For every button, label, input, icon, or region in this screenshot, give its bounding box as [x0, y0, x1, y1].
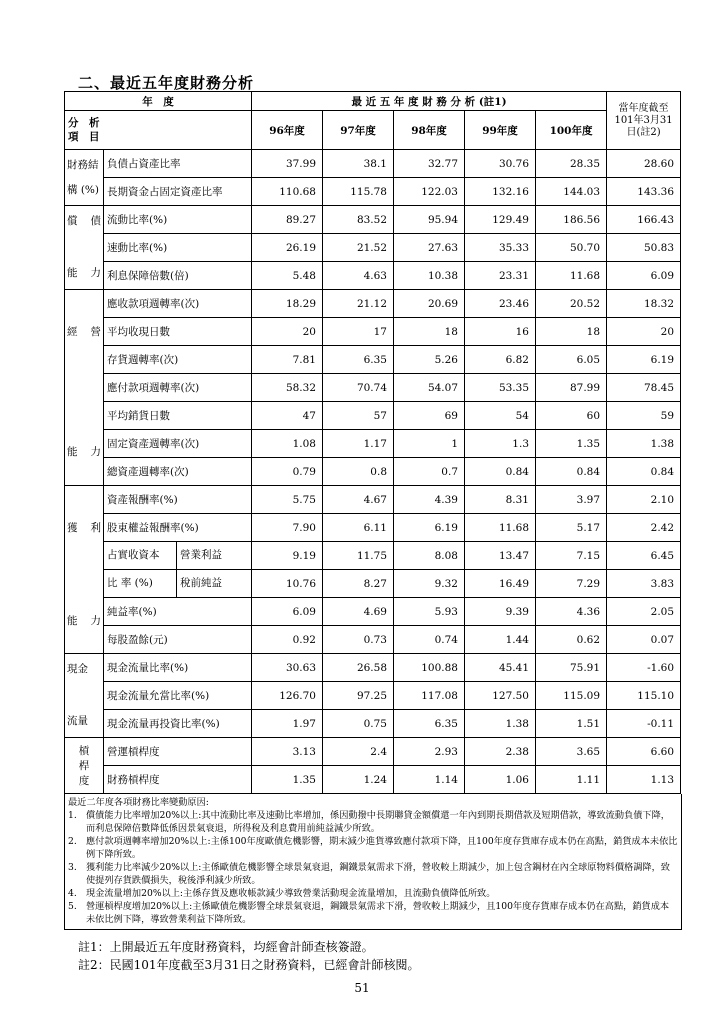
value-cell: 83.52 [323, 206, 394, 234]
category-bottom: 流量 [67, 715, 88, 727]
value-cell: 28.60 [607, 150, 681, 178]
change-reasons-box [64, 794, 682, 930]
value-cell: 126.70 [252, 682, 323, 710]
value-cell: 1.06 [465, 766, 536, 794]
value-cell: 0.07 [607, 626, 681, 654]
value-cell: 1.08 [252, 430, 323, 458]
group-label-cell [104, 542, 252, 570]
year-col-99: 99年度 [465, 111, 536, 150]
value-cell: 4.67 [323, 486, 394, 514]
value-cell: 115.09 [536, 682, 607, 710]
value-cell: 186.56 [536, 206, 607, 234]
value-cell: 47 [252, 402, 323, 430]
value-cell: 11.68 [536, 262, 607, 290]
value-cell: -0.11 [607, 710, 681, 738]
category-line-bottom [67, 265, 101, 280]
value-cell: -1.60 [607, 654, 681, 682]
value-cell: 18.29 [252, 290, 323, 318]
value-cell: 20 [607, 318, 681, 346]
value-cell: 6.19 [394, 514, 465, 542]
value-cell: 0.75 [323, 710, 394, 738]
footnote-2: 註2：民國101年度截至3月31日之財務資料，已經會計師核閱。 [78, 958, 420, 972]
metric-label: 現金流量允當比率(%) [104, 682, 252, 710]
value-cell: 38.1 [323, 150, 394, 178]
category-cell [65, 654, 104, 738]
category-char: 力 [90, 446, 101, 458]
value-cell: 0.73 [323, 626, 394, 654]
category-char: 能 [67, 446, 78, 458]
reason-item [68, 887, 678, 900]
year-label: 年 度 [65, 92, 252, 111]
category-char: 獲 [67, 522, 78, 534]
table-row [65, 262, 681, 290]
value-cell: 9.19 [252, 542, 323, 570]
value-cell: 30.63 [252, 654, 323, 682]
value-cell: 2.42 [607, 514, 681, 542]
reason-item [68, 809, 678, 835]
value-cell: 7.15 [536, 542, 607, 570]
analysis-label: 最 近 五 年 度 財 務 分 析 (註1) [252, 92, 607, 111]
value-cell: 5.26 [394, 346, 465, 374]
category-top: 財務結 [67, 159, 99, 171]
category-char: 能 [67, 267, 78, 279]
value-cell: 144.03 [536, 178, 607, 206]
metric-label: 總資產週轉率(次) [104, 458, 252, 486]
table-row [65, 150, 681, 178]
reason-number: 5. [68, 901, 77, 912]
value-cell: 18 [536, 318, 607, 346]
value-cell: 30.76 [465, 150, 536, 178]
value-cell: 23.46 [465, 290, 536, 318]
table-row [65, 402, 681, 430]
group-label: 占實收資本 [104, 542, 177, 569]
value-cell: 0.74 [394, 626, 465, 654]
category-cell [65, 738, 104, 794]
value-cell: 6.09 [607, 262, 681, 290]
value-cell: 6.45 [607, 542, 681, 570]
value-cell: 7.29 [536, 570, 607, 598]
page-title: 二、最近五年度財務分析 [78, 74, 255, 92]
financial-analysis-table [64, 91, 681, 794]
metric-label: 資產報酬率(%) [104, 486, 252, 514]
group-label-wrap [104, 570, 251, 597]
value-cell: 5.17 [536, 514, 607, 542]
table-row [65, 374, 681, 402]
value-cell: 122.03 [394, 178, 465, 206]
value-cell: 2.93 [394, 738, 465, 766]
category-wrap [67, 290, 101, 459]
item-label-top: 分 析 [68, 117, 100, 129]
header-row-2 [65, 111, 681, 150]
metric-label: 平均收現日數 [104, 318, 252, 346]
category-char: 營 [90, 326, 101, 338]
table-row [65, 430, 681, 458]
value-cell: 37.99 [252, 150, 323, 178]
value-cell: 0.84 [465, 458, 536, 486]
table-row [65, 710, 681, 738]
value-cell: 1.97 [252, 710, 323, 738]
category-line-bottom [67, 444, 101, 459]
category-char: 能 [67, 615, 78, 627]
value-cell: 3.83 [607, 570, 681, 598]
value-cell: 50.70 [536, 234, 607, 262]
item-label-bottom: 項 目 [68, 131, 100, 143]
value-cell: 16.49 [465, 570, 536, 598]
value-cell: 54.07 [394, 374, 465, 402]
reasons-list [68, 809, 678, 926]
value-cell: 6.82 [465, 346, 536, 374]
value-cell: 2.38 [465, 738, 536, 766]
page-number: 51 [354, 981, 370, 995]
reason-text: 營運槓桿度增加20%以上:主係歐債危機影響全球景氣衰退，鋼鐵景氣需求下滑，營收較上期減少，且100年度存貨庫存成本仍在高點，銷貨成本未依比例下降，導致營業利益下降所致。 [86, 901, 670, 925]
category-char: 債 [90, 215, 101, 227]
value-cell: 75.91 [536, 654, 607, 682]
metric-label: 股東權益報酬率(%) [104, 514, 252, 542]
value-cell: 78.45 [607, 374, 681, 402]
category-line-top [67, 520, 101, 535]
value-cell: 6.09 [252, 598, 323, 626]
value-cell: 1.38 [465, 710, 536, 738]
value-cell: 1 [394, 430, 465, 458]
value-cell: 11.68 [465, 514, 536, 542]
table-row [65, 542, 681, 570]
table-row [65, 318, 681, 346]
category-line-bottom [67, 613, 101, 628]
value-cell: 60 [536, 402, 607, 430]
item-label-cell [65, 111, 252, 150]
metric-label: 現金流量比率(%) [104, 654, 252, 682]
table-row [65, 514, 681, 542]
value-cell: 1.3 [465, 430, 536, 458]
year-col-96: 96年度 [252, 111, 323, 150]
value-cell: 1.44 [465, 626, 536, 654]
metric-label: 營業利益 [180, 549, 222, 561]
metric-label: 財務槓桿度 [104, 766, 252, 794]
value-cell: 5.48 [252, 262, 323, 290]
value-cell: 89.27 [252, 206, 323, 234]
value-cell: 9.39 [465, 598, 536, 626]
value-cell: 26.58 [323, 654, 394, 682]
reason-text: 現金流量增加20%以上:主係存貨及應收帳款減少導致營業活動現金流量增加，且流動負債降低所致。 [86, 888, 496, 899]
reason-number: 3. [68, 862, 77, 873]
group-label-cell [104, 570, 252, 598]
value-cell: 1.17 [323, 430, 394, 458]
table-row [65, 206, 681, 234]
value-cell: 0.84 [607, 458, 681, 486]
metric-label: 流動比率(%) [104, 206, 252, 234]
value-cell: 1.38 [607, 430, 681, 458]
value-cell: 1.35 [536, 430, 607, 458]
category-wrap [67, 654, 101, 728]
value-cell: 0.79 [252, 458, 323, 486]
metric-label: 存貨週轉率(次) [104, 346, 252, 374]
value-cell: 18 [394, 318, 465, 346]
category-char: 桿 [78, 760, 90, 772]
table-row [65, 570, 681, 598]
table-row [65, 738, 681, 766]
reason-item [68, 861, 678, 887]
value-cell: 115.78 [323, 178, 394, 206]
value-cell: 3.65 [536, 738, 607, 766]
table-row [65, 626, 681, 654]
year-col-98: 98年度 [394, 111, 465, 150]
metric-label: 應收款項週轉率(次) [104, 290, 252, 318]
value-cell: 20.69 [394, 290, 465, 318]
metric-label: 現金流量再投資比率(%) [104, 710, 252, 738]
reasons-title: 最近二年度各項財務比率變動原因: [68, 797, 209, 808]
value-cell: 20 [252, 318, 323, 346]
value-cell: 53.35 [465, 374, 536, 402]
reason-text: 償債能力比率增加20%以上:其中流動比率及速動比率增加，係因動撥中長期聯貸金額償還一年內到期長期借款及短期借款，導致流動負債下降，而利息保障倍數降低係因景氣衰退，所得稅及利息費用前純益減少所致。 [86, 810, 670, 834]
metric-label: 稅前純益 [180, 577, 222, 589]
value-cell: 11.75 [323, 542, 394, 570]
value-cell: 2.4 [323, 738, 394, 766]
value-cell: 4.69 [323, 598, 394, 626]
reason-text: 應付款項週轉率增加20%以上:主係100年度歐債危機影響，期末減少進貨導致應付款項下降，且100年度存貨庫存成本仍在高點，銷貨成本未依比例下降所致。 [86, 836, 678, 860]
table-body [65, 150, 681, 794]
metric-label: 純益率(%) [104, 598, 252, 626]
category-cell [65, 486, 104, 654]
year-col-97: 97年度 [323, 111, 394, 150]
table-row [65, 178, 681, 206]
reason-item [68, 835, 678, 861]
reason-text: 獲利能力比率減少20%以上:主係歐債危機影響全球景氣衰退，鋼鐵景氣需求下滑，營收較上期減少，加上包含鋼材在內全球原物料價格調降，致使提列存貨跌價損失，稅後淨利減少所致。 [86, 862, 670, 886]
category-char: 償 [67, 215, 78, 227]
table-row [65, 682, 681, 710]
category-wrap [67, 206, 101, 280]
value-cell: 6.05 [536, 346, 607, 374]
value-cell: 1.14 [394, 766, 465, 794]
value-cell: 54 [465, 402, 536, 430]
header-row-1 [65, 92, 681, 111]
value-cell: 1.24 [323, 766, 394, 794]
value-cell: 5.93 [394, 598, 465, 626]
value-cell: 1.13 [607, 766, 681, 794]
metric-label: 固定資產週轉率(次) [104, 430, 252, 458]
value-cell: 6.11 [323, 514, 394, 542]
value-cell: 0.92 [252, 626, 323, 654]
value-cell: 6.19 [607, 346, 681, 374]
value-cell: 117.08 [394, 682, 465, 710]
category-char: 經 [67, 326, 78, 338]
value-cell: 129.49 [465, 206, 536, 234]
table-row [65, 486, 681, 514]
value-cell: 59 [607, 402, 681, 430]
metric-label: 利息保障倍數(倍) [104, 262, 252, 290]
value-cell: 1.35 [252, 766, 323, 794]
value-cell: 0.8 [323, 458, 394, 486]
value-cell: 10.38 [394, 262, 465, 290]
metric-label: 負債占資產比率 [104, 150, 252, 178]
value-cell: 17 [323, 318, 394, 346]
value-cell: 4.63 [323, 262, 394, 290]
table-row [65, 654, 681, 682]
category-cell [65, 150, 104, 206]
value-cell: 3.97 [536, 486, 607, 514]
category-line-top [67, 324, 101, 339]
value-cell: 16 [465, 318, 536, 346]
value-cell: 28.35 [536, 150, 607, 178]
category-line-top [67, 213, 101, 228]
group-label: 比 率 (%) [104, 570, 177, 597]
category-bottom: 構 (%) [67, 184, 100, 196]
value-cell: 4.36 [536, 598, 607, 626]
value-cell: 18.32 [607, 290, 681, 318]
value-cell: 8.27 [323, 570, 394, 598]
category-char: 度 [78, 775, 90, 787]
value-cell: 5.75 [252, 486, 323, 514]
metric-label: 平均銷貨日數 [104, 402, 252, 430]
table-row [65, 598, 681, 626]
value-cell: 20.52 [536, 290, 607, 318]
metric-label: 營運槓桿度 [104, 738, 252, 766]
value-cell: 2.10 [607, 486, 681, 514]
value-cell: 8.31 [465, 486, 536, 514]
value-cell: 100.88 [394, 654, 465, 682]
value-cell: 143.36 [607, 178, 681, 206]
value-cell: 3.13 [252, 738, 323, 766]
value-cell: 69 [394, 402, 465, 430]
value-cell: 110.68 [252, 178, 323, 206]
table-row [65, 290, 681, 318]
value-cell: 6.35 [323, 346, 394, 374]
value-cell: 166.43 [607, 206, 681, 234]
category-cell [65, 206, 104, 290]
value-cell: 26.19 [252, 234, 323, 262]
value-cell: 45.41 [465, 654, 536, 682]
metric-label: 應付款項週轉率(次) [104, 374, 252, 402]
reason-number: 4. [68, 888, 77, 899]
footnote-1: 註1：上開最近五年度財務資料，均經會計師查核簽證。 [78, 940, 374, 954]
category-char: 利 [90, 522, 101, 534]
value-cell: 7.81 [252, 346, 323, 374]
category-cell [65, 290, 104, 486]
table-row [65, 234, 681, 262]
value-cell: 21.12 [323, 290, 394, 318]
table-row [65, 346, 681, 374]
reason-number: 1. [68, 810, 77, 821]
reason-number: 2. [68, 836, 77, 847]
value-cell: 4.39 [394, 486, 465, 514]
year-col-100: 100年度 [536, 111, 607, 150]
value-cell: 87.99 [536, 374, 607, 402]
category-char: 力 [90, 615, 101, 627]
value-cell: 132.16 [465, 178, 536, 206]
value-cell: 50.83 [607, 234, 681, 262]
table-row [65, 458, 681, 486]
value-cell: 9.32 [394, 570, 465, 598]
metric-label: 每股盈餘(元) [104, 626, 252, 654]
value-cell: 21.52 [323, 234, 394, 262]
value-cell: 115.10 [607, 682, 681, 710]
value-cell: 35.33 [465, 234, 536, 262]
value-cell: 23.31 [465, 262, 536, 290]
value-cell: 2.05 [607, 598, 681, 626]
value-cell: 0.7 [394, 458, 465, 486]
metric-label: 長期資金占固定資產比率 [104, 178, 252, 206]
value-cell: 1.51 [536, 710, 607, 738]
value-cell: 32.77 [394, 150, 465, 178]
category-wrap [67, 486, 101, 628]
reason-item [68, 900, 678, 926]
category-top: 現金 [67, 663, 88, 675]
category-char: 槓 [78, 745, 90, 757]
current-period-label: 當年度截至101年3月31日(註2) [607, 92, 681, 150]
value-cell: 95.94 [394, 206, 465, 234]
value-cell: 6.35 [394, 710, 465, 738]
group-label-wrap [104, 542, 251, 569]
value-cell: 0.84 [536, 458, 607, 486]
category-char: 力 [90, 267, 101, 279]
metric-label: 速動比率(%) [104, 234, 252, 262]
category-wrap [67, 150, 101, 197]
value-cell: 58.32 [252, 374, 323, 402]
value-cell: 13.47 [465, 542, 536, 570]
table-row [65, 766, 681, 794]
value-cell: 70.74 [323, 374, 394, 402]
value-cell: 0.62 [536, 626, 607, 654]
value-cell: 127.50 [465, 682, 536, 710]
value-cell: 1.11 [536, 766, 607, 794]
value-cell: 6.60 [607, 738, 681, 766]
value-cell: 97.25 [323, 682, 394, 710]
value-cell: 7.90 [252, 514, 323, 542]
value-cell: 57 [323, 402, 394, 430]
value-cell: 27.63 [394, 234, 465, 262]
value-cell: 10.76 [252, 570, 323, 598]
value-cell: 8.08 [394, 542, 465, 570]
